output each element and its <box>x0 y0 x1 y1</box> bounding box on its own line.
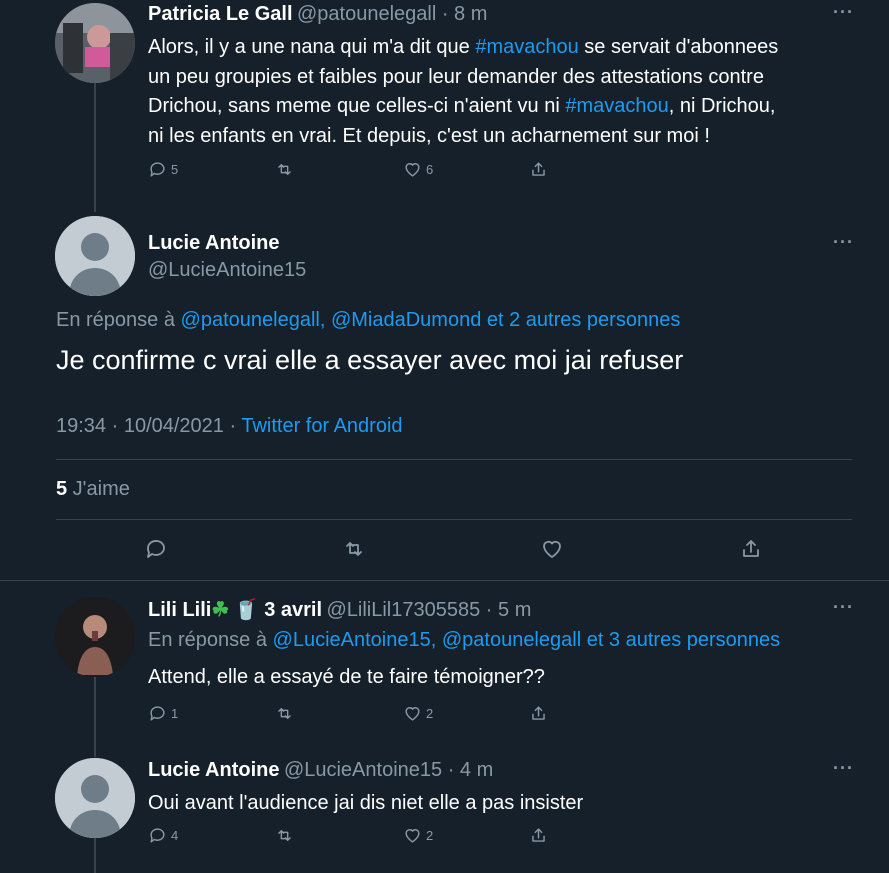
tweet-time[interactable]: 4 m <box>459 759 494 781</box>
share-button[interactable] <box>529 160 548 179</box>
retweet-button[interactable] <box>342 537 366 566</box>
tweet-header <box>148 597 531 622</box>
default-avatar-icon <box>55 216 135 296</box>
like-count: 6 <box>426 162 434 177</box>
source-link[interactable]: Twitter for Android <box>241 415 403 437</box>
tweet-line: Drichou, sans meme que celles-ci n'aient vu ni #mavachou, ni Drichou, <box>148 95 776 117</box>
thread-line <box>94 838 96 873</box>
tweet-line: ni les enfants en vrai. Et depuis, c'est un acharnement sur moi ! <box>148 124 710 147</box>
author-name-suffix: 3 avril <box>258 599 323 621</box>
tweet-metadata <box>56 415 403 438</box>
like-button[interactable] <box>403 826 433 845</box>
author-handle[interactable]: @patounelegall <box>296 3 437 25</box>
cup-emoji-icon: 🥤 <box>233 599 259 621</box>
more-options-icon[interactable]: ··· <box>833 758 854 778</box>
reply-context <box>56 309 680 332</box>
avatar[interactable] <box>55 758 135 838</box>
like-count: 2 <box>426 828 434 843</box>
share-icon <box>529 826 548 845</box>
share-button[interactable] <box>739 537 763 566</box>
likes-count: 5 <box>56 478 68 500</box>
heart-icon <box>403 704 422 723</box>
retweet-icon <box>275 826 294 845</box>
author-name[interactable]: Lili Lili <box>148 599 212 621</box>
author-name[interactable]: Lucie Antoine <box>148 759 280 781</box>
like-count: 2 <box>426 706 434 721</box>
separator: · <box>436 3 455 25</box>
share-icon <box>529 160 548 179</box>
separator: · <box>442 759 460 781</box>
more-options-icon[interactable]: ··· <box>833 2 854 22</box>
likes-label: J'aime <box>67 478 130 500</box>
likes-stat[interactable] <box>56 478 130 501</box>
reply-icon <box>148 160 167 179</box>
tweet-time[interactable]: 8 m <box>454 3 488 25</box>
divider <box>0 580 889 581</box>
heart-icon <box>403 160 422 179</box>
hashtag-link[interactable]: #mavachou <box>475 36 579 58</box>
thread-line <box>94 82 96 212</box>
avatar-photo-icon <box>55 3 135 83</box>
like-button[interactable] <box>403 704 433 723</box>
hashtag-link[interactable]: #mavachou <box>565 95 669 117</box>
reply-icon <box>148 704 167 723</box>
tweet-time[interactable]: 5 m <box>498 599 532 621</box>
heart-icon <box>403 826 422 845</box>
avatar[interactable] <box>55 597 135 677</box>
author-handle[interactable]: @LucieAntoine15 <box>283 759 443 781</box>
reply-count: 5 <box>171 162 179 177</box>
more-options-icon[interactable]: ··· <box>833 597 854 617</box>
reply-button[interactable] <box>144 537 168 566</box>
tweet-line: un peu groupies et faibles pour leur demander des attestations contre <box>148 65 764 88</box>
thread-line <box>94 677 96 757</box>
more-options-icon[interactable]: ··· <box>833 232 854 252</box>
retweet-button[interactable] <box>275 160 294 179</box>
default-avatar-icon <box>55 758 135 838</box>
clover-emoji-icon: ☘ <box>211 599 230 621</box>
reply-icon <box>148 826 167 845</box>
avatar[interactable] <box>55 3 135 83</box>
reply-prefix: En réponse à <box>148 629 273 651</box>
reply-count: 1 <box>171 706 179 721</box>
reply-context <box>148 629 780 652</box>
reply-count: 4 <box>171 828 179 843</box>
reply-button[interactable] <box>148 704 178 723</box>
main-tweet-text: Je confirme c vrai elle a essayer avec moi jai refuser <box>56 345 684 375</box>
tweet-text <box>148 33 868 151</box>
retweet-button[interactable] <box>275 704 294 723</box>
reply-button[interactable] <box>148 826 178 845</box>
divider <box>56 459 852 460</box>
tweet-text: Oui avant l'audience jai dis niet elle a pas insister <box>148 792 584 814</box>
retweet-icon <box>275 704 294 723</box>
tweet-text: Attend, elle a essayé de te faire témoigner?? <box>148 666 545 688</box>
reply-button[interactable] <box>148 160 178 179</box>
tweet-header <box>148 3 487 26</box>
divider <box>56 519 852 520</box>
reply-prefix: En réponse à <box>56 309 181 331</box>
reply-icon <box>144 537 168 561</box>
reply-targets-link[interactable]: @LucieAntoine15, @patounelegall et 3 autres personnes <box>272 629 781 651</box>
share-button[interactable] <box>529 826 548 845</box>
retweet-icon <box>342 537 366 561</box>
avatar[interactable] <box>55 216 135 296</box>
reply-targets-link[interactable]: @patounelegall, @MiadaDumond et 2 autres personnes <box>180 309 681 331</box>
share-icon <box>529 704 548 723</box>
avatar-photo-icon <box>55 597 135 677</box>
author-handle[interactable]: @LucieAntoine15 <box>148 259 307 281</box>
heart-icon <box>540 537 564 561</box>
retweet-button[interactable] <box>275 826 294 845</box>
author-name[interactable]: Patricia Le Gall <box>148 3 293 25</box>
like-button[interactable] <box>403 160 433 179</box>
tweet-header <box>148 759 493 782</box>
separator: · <box>480 599 499 621</box>
author-name[interactable]: Lucie Antoine <box>148 232 280 254</box>
share-icon <box>739 537 763 561</box>
timestamp[interactable]: 19:34 · 10/04/2021 · <box>56 415 242 437</box>
tweet-line: Alors, il y a une nana qui m'a dit que #mavachou se servait d'abonnees <box>148 36 779 58</box>
retweet-icon <box>275 160 294 179</box>
like-button[interactable] <box>540 537 564 566</box>
author-handle[interactable]: @LiliLil17305585 <box>326 599 481 621</box>
share-button[interactable] <box>529 704 548 723</box>
